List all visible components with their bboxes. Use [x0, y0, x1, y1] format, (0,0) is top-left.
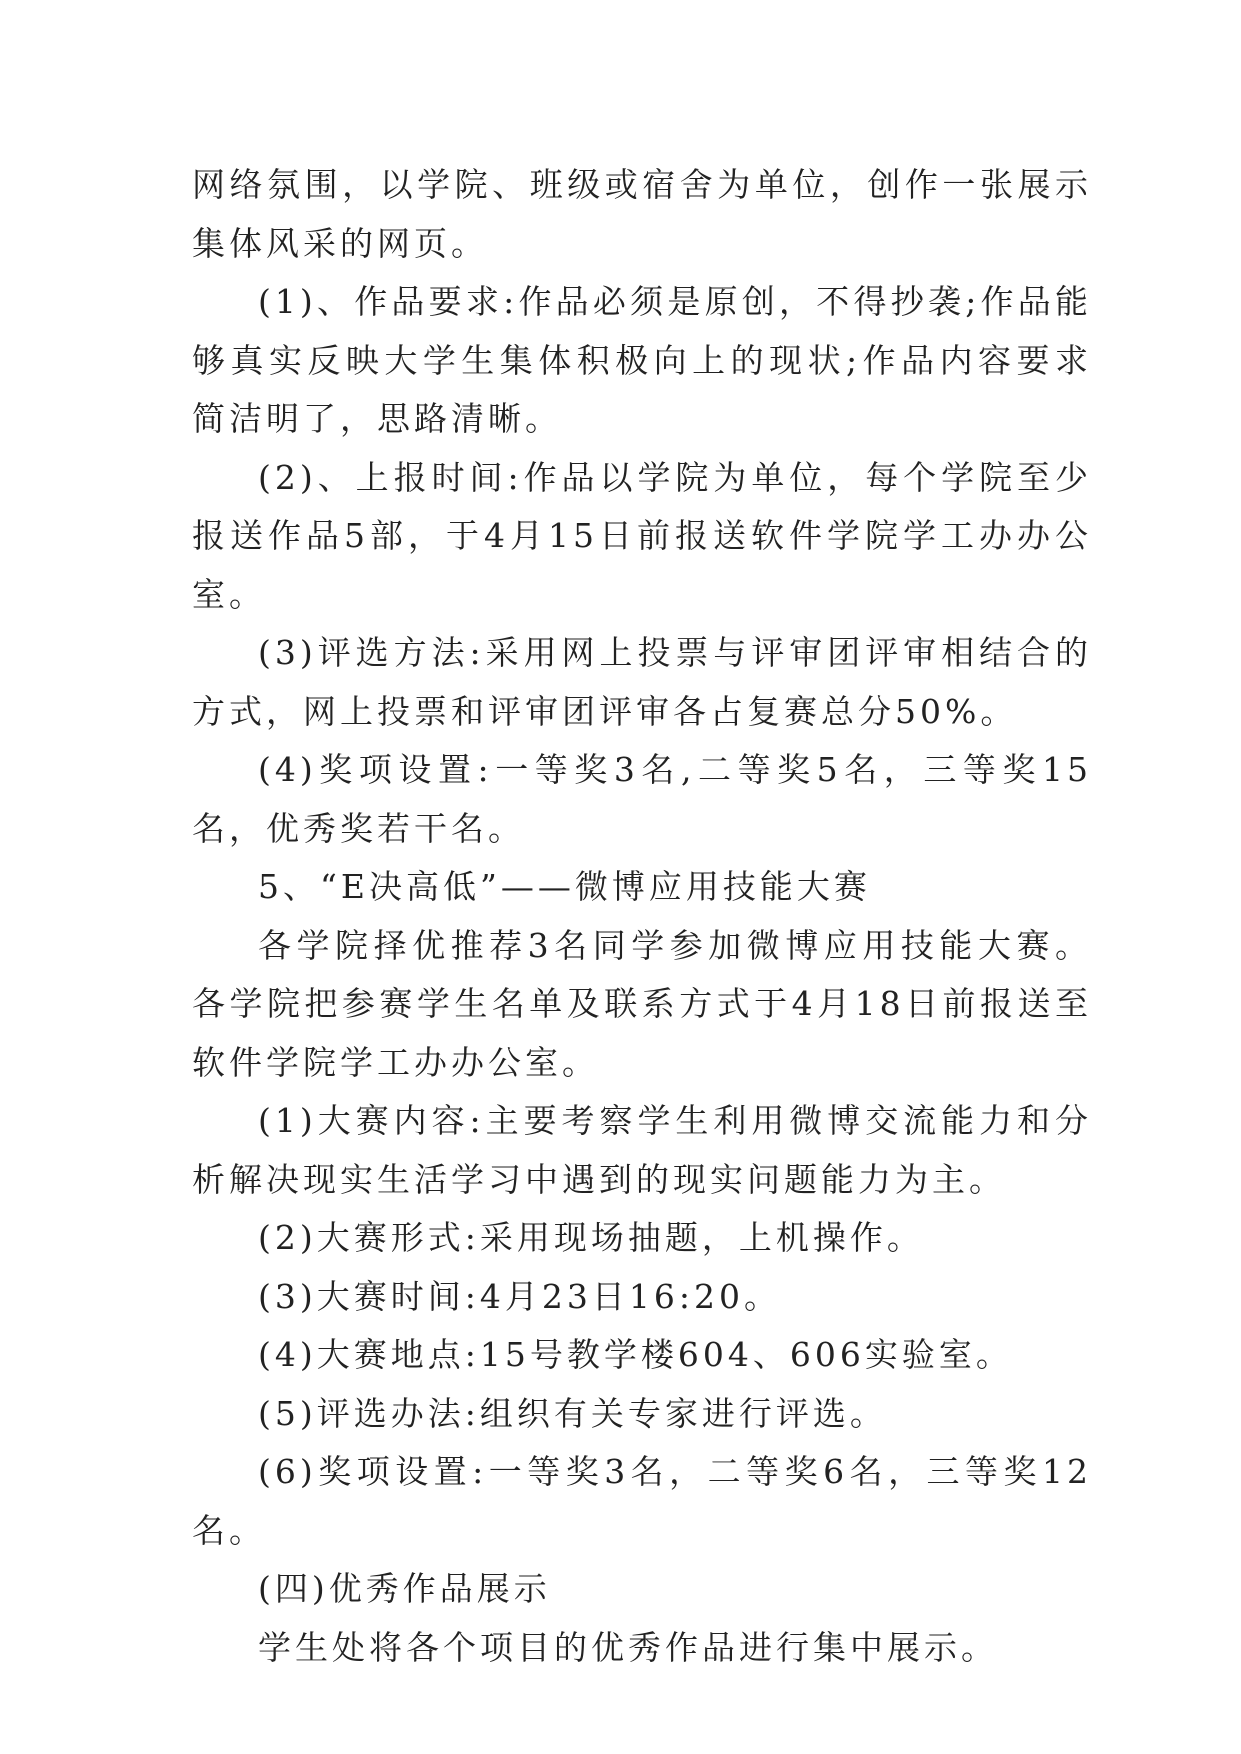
paragraph-contest-evaluation: (5)评选办法:组织有关专家进行评选。: [258, 1393, 887, 1433]
section-heading-weibo-contest: 5、“E决高低”——微博应用技能大赛: [258, 867, 871, 906]
paragraph-contest-location: (4)大赛地点:15号教学楼604、606实验室。: [258, 1335, 1013, 1374]
paragraph-evaluation-method: (3)评选方法:采用网上投票与评审团评审相结合的方式，网上投票和评审团评审各占复赛总分50%。: [192, 633, 1092, 731]
paragraph-contest-format: (2)大赛形式:采用现场抽题，上机操作。: [258, 1218, 924, 1257]
paragraph-contest-content: (1)大赛内容:主要考察学生利用微博交流能力和分析解决现实生活学习中遇到的现实问题能力为主。: [192, 1101, 1092, 1199]
document-body: [192, 156, 1092, 1677]
paragraph-award-settings: (4)奖项设置:一等奖3名,二等奖5名，三等奖15名，优秀奖若干名。: [192, 750, 1092, 848]
paragraph-showcase: 学生处将各个项目的优秀作品进行集中展示。: [258, 1627, 998, 1667]
paragraph-submission-time: (2)、上报时间:作品以学院为单位，每个学院至少报送作品5部，于4月15日前报送软件学院学工办办公室。: [192, 457, 1092, 614]
paragraph-webpage-intro: 网络氛围，以学院、班级或宿舍为单位，创作一张展示集体风采的网页。: [192, 165, 1092, 263]
paragraph-weibo-recommendation: 各学院择优推荐3名同学参加微博应用技能大赛。各学院把参赛学生名单及联系方式于4月18日前报送至软件学院学工办办公室。: [192, 925, 1092, 1082]
section-heading-showcase: (四)优秀作品展示: [258, 1569, 551, 1608]
paragraph-work-requirements: (1)、作品要求:作品必须是原创，不得抄袭;作品能够真实反映大学生集体积极向上的现状;作品内容要求简洁明了，思路清晰。: [192, 282, 1092, 438]
paragraph-contest-time: (3)大赛时间:4月23日16:20。: [258, 1276, 781, 1316]
paragraph-contest-awards: (6)奖项设置:一等奖3名，二等奖6名，三等奖12名。: [192, 1452, 1092, 1550]
